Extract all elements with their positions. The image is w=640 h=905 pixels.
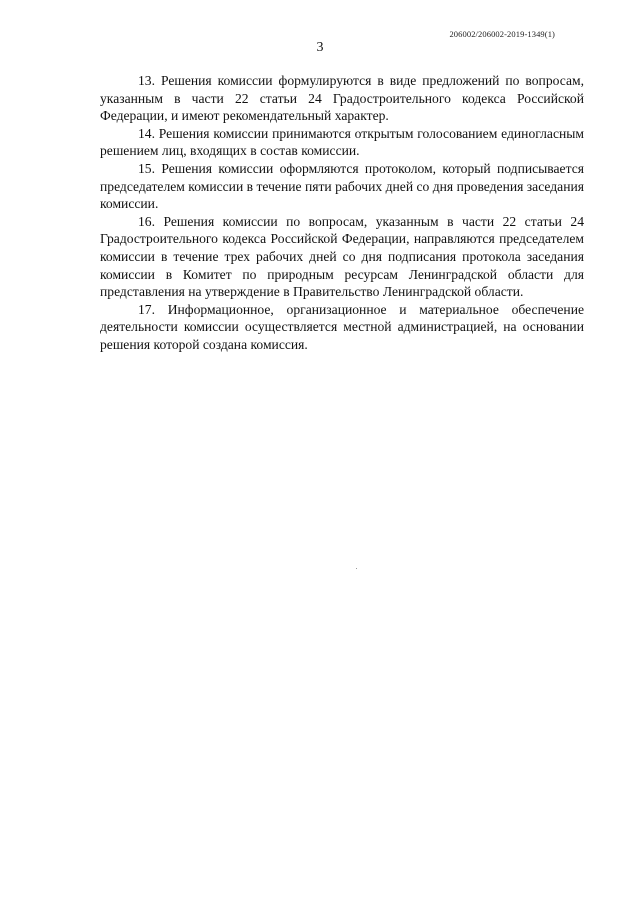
paragraph-16: 16. Решения комиссии по вопросам, указанным в части 22 статьи 24 Градостроительного кодекса Российской Федерации, направляются председателем комиссии в течение трех рабочих дней со дня подписания протокола заседания комиссии в Комитет по природным ресурсам Ленинградской области для представления на утверждение в Правительство Ленинградской области.: [100, 213, 584, 300]
paragraph-15: 15. Решения комиссии оформляются протоколом, который подписывается председателем комиссии в течение пяти рабочих дней со дня проведения заседания комиссии.: [100, 160, 584, 212]
paragraph-17: 17. Информационное, организационное и материальное обеспечение деятельности комиссии осуществляется местной администрацией, на основании решения которой создана комиссия.: [100, 301, 584, 352]
document-body: [100, 72, 584, 354]
scan-speck: [356, 568, 357, 569]
paragraph-14: 14. Решения комиссии принимаются открытым голосованием единогласным решением лиц, входящих в состав комиссии.: [100, 125, 584, 159]
document-registration-code: 206002/206002-2019-1349(1): [449, 29, 555, 39]
page-number: 3: [316, 40, 324, 55]
paragraph-13: 13. Решения комиссии формулируются в виде предложений по вопросам, указанным в части 22 статьи 24 Градостроительного кодекса Российской Федерации, и имеют рекомендательный характер.: [100, 73, 584, 124]
